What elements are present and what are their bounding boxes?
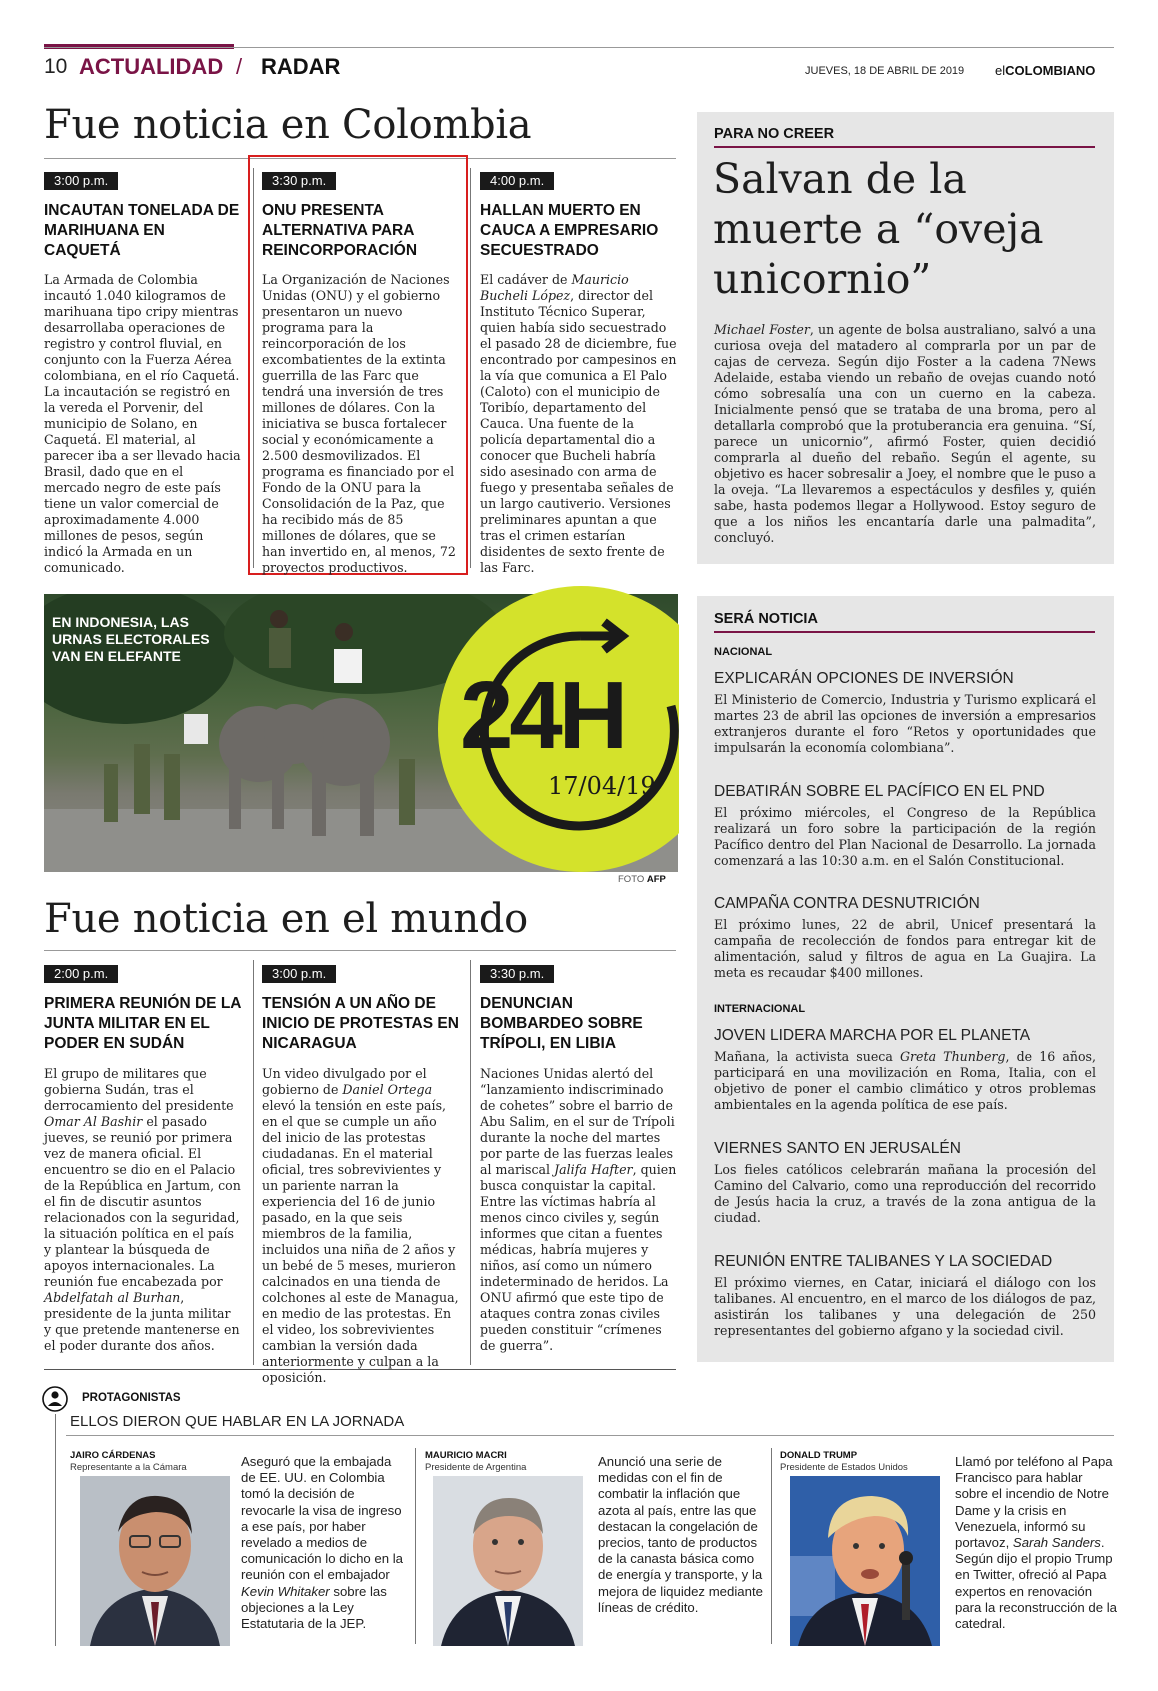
story-body-text: Naciones Unidas alertó del “lanzamiento indiscriminado de cohetes” sobre el barrio de Abu Salim, en el sur de Trípoli durante la noche del martes por parte de las fuerzas leales al mariscal xyxy=(480,1066,675,1177)
person-icon xyxy=(42,1386,68,1412)
protagonistas-subtitle: ELLOS DIERON QUE HABLAR EN LA JORNADA xyxy=(70,1413,405,1430)
header-rule xyxy=(44,47,1114,48)
protagonistas-left-line xyxy=(55,1414,56,1646)
sera-noticia-headline: REUNIÓN ENTRE TALIBANES Y LA SOCIEDAD xyxy=(714,1253,1053,1270)
photo-caption: EN INDONESIA, LAS URNAS ELECTORALES VAN EN ELEFANTE xyxy=(52,614,210,664)
story-time: 2:00 p.m. xyxy=(44,965,118,983)
person-role: Representante a la Cámara xyxy=(70,1462,187,1473)
story-body-name: Daniel Ortega xyxy=(342,1082,433,1097)
photo-credit xyxy=(618,874,666,885)
story-body-text: El cadáver de xyxy=(480,272,572,287)
brand-prefix: el xyxy=(995,63,1006,78)
story-headline: DENUNCIAN BOMBARDEO SOBRE TRÍPOLI, EN LIBIA xyxy=(480,995,643,1052)
story-body: La Organización de Naciones Unidas (ONU) y el gobierno presentaron un nuevo programa para la reincorporación de los excombatientes de la extinta guerrilla de las Farc que tendrá una inversión de tres millones de dólares. Con la iniciativa se busca fortalecer social y económicamente a 2.500 desmovilizados. El programa es financiado por el Fondo de la ONU para la Consolidación de la Paz, que ha recibido más de 85 millones de dólares, que se han invertido en, al menos, 72 proyectos productivos. xyxy=(262,272,456,575)
mundo-col-divider-2 xyxy=(470,960,471,1365)
story-headline: PRIMERA REUNIÓN DE LA JUNTA MILITAR EN EL PODER EN SUDÁN xyxy=(44,995,241,1052)
title-line: unicornio” xyxy=(713,255,932,303)
person-name: MAURICIO MACRI xyxy=(425,1450,507,1461)
sera-noticia-body: El Ministerio de Comercio, Industria y Turismo explicará el martes 23 de abril las opciones de inversión a empresarios extranjeros durante el foro “Retos y oportunidades que impulsarán la economía colombiana”. xyxy=(714,692,1096,755)
story-body xyxy=(480,1066,677,1354)
person-text-name: Sarah Sanders xyxy=(1012,1535,1101,1551)
sera-noticia-headline: CAMPAÑA CONTRA DESNUTRICIÓN xyxy=(714,895,980,912)
internacional-label: INTERNACIONAL xyxy=(714,1003,806,1015)
story-body-text: El grupo de militares que gobierna Sudán, tras el derrocamiento del presidente xyxy=(44,1066,234,1113)
person-name: JAIRO CÁRDENAS xyxy=(70,1450,156,1461)
story-body-text: , quien busca conquistar la capital. Entre las víctimas habría al menos cinco civiles y, según informes que citan a fuentes médicas, habría mujeres y niños, así como un número indeterminado de heridos. La ONU afirmó que este tipo de ataques contra zonas civiles pueden constituir “crímenes de guerra”. xyxy=(480,1162,677,1353)
story-headline: ONU PRESENTA ALTERNATIVA PARA REINCORPORACIÓN xyxy=(262,202,418,259)
story-body-name: Jalifa Hafter xyxy=(554,1162,633,1177)
para-no-creer-text: , un agente de bolsa australiano, salvó a una curiosa oveja del matadero al comprarla por un par de cajas de cerveza. Según dijo Foster a la cadena 7News Adelaide, estaba viendo un rebaño de ovejas cuando notó cómo sobresalía una con un cuerno en la cabeza. Inicialmente pensó que se trataba de una broma, pero al detallarla comprobó que la protuberancia era genuina. “Sí, parece un unicornio”, afirmó Foster, quien decidió comprarla al dueño del rebaño. Según el agente, su objetivo es hacer sobresalir a Joey, el nombre que le puso a la oveja. “La llevaremos a espectáculos y desfiles y, quién sabe, hasta podemos llegar a Hollywood. Estoy seguro de que a los niños les encantaría darle una palmadita”, concluyó. xyxy=(714,322,1096,545)
story-body-name: Mauricio Bucheli López xyxy=(480,272,629,303)
page-number: 10 xyxy=(44,55,68,78)
para-no-creer-kicker: PARA NO CREER xyxy=(714,126,835,142)
protagonistas-divider-2 xyxy=(771,1448,772,1644)
protagonistas-rule xyxy=(66,1435,1114,1436)
protagonistas-divider-1 xyxy=(415,1448,416,1644)
story-time: 3:30 p.m. xyxy=(262,172,336,190)
sera-noticia-body: El próximo viernes, en Catar, iniciará el diálogo con los talibanes. Al encuentro, en el marco de los diálogos de paz, asistirán los talibanes y una delegación de 250 representantes del gobierno afgano y la sociedad civil. xyxy=(714,1275,1096,1338)
story-body-text: elevó la tensión en este país, en el que se cumple un año del inicio de las protestas ciudadanas. En el material oficial, tres sobrevivientes y un pariente narran la experiencia del 16 de junio pasado, en la que seis miembros de la familia, incluidos una niña de 2 años y un bebé de 5 meses, murieron calcinados en una tienda de colchones al este de Managua, en medio de las protestas. En el video, los sobrevivientes cambian la versión dada anteriormente y culpan a la oposición. xyxy=(262,1098,459,1385)
person-text: Anunció una serie de medidas con el fin de combatir la inflación que azota al país, entre las que destacan la congelación de precios, tanto de productos de la canasta básica como de energía y transporte, y la mejora de liquidez mediante líneas de crédito. xyxy=(598,1454,763,1615)
story-body-text: el pasado jueves, se reunió por primera vez de manera oficial. El encuentro se dio en el Palacio de la República en Jartum, con el fin de discutir asuntos relacionados con la seguridad, la situación política en el país y plantear la búsqueda de apoyos internacionales. La reunión fue encabezada por xyxy=(44,1114,241,1289)
brand-logo xyxy=(995,63,1095,78)
sera-noticia-headline: EXPLICARÁN OPCIONES DE INVERSIÓN xyxy=(714,670,1014,687)
section-slash: / xyxy=(236,54,243,79)
story-time: 3:00 p.m. xyxy=(44,172,118,190)
nacional-label: NACIONAL xyxy=(714,646,773,658)
person-text-part: Llamó por teléfono al Papa Francisco para hablar sobre el incendio de Notre Dame y la crisis en Venezuela, informó su portavoz, xyxy=(955,1454,1113,1551)
body-text: Mañana, la activista sueca xyxy=(714,1049,900,1064)
story-time: 3:30 p.m. xyxy=(480,965,554,983)
section-label: ACTUALIDAD xyxy=(79,54,224,79)
sera-noticia-body: Los fieles católicos celebrarán mañana la procesión del Camino del Calvario, como una reproducción del recorrido de Jesús hacia la cruz, a través de la zona antigua de la ciudad. xyxy=(714,1162,1096,1225)
mauricio-macri-portrait xyxy=(433,1476,583,1646)
person-text-part: . Según dijo el propio Trump en Twitter, ofreció al Papa expertos en renovación para la reconstrucción de la catedral. xyxy=(955,1535,1118,1632)
person-role: Presidente de Argentina xyxy=(425,1462,527,1473)
sera-noticia-headline: DEBATIRÁN SOBRE EL PACÍFICO EN EL PND xyxy=(714,783,1045,800)
person-text xyxy=(955,1454,1117,1632)
brand-name: COLOMBIANO xyxy=(1005,63,1096,78)
sera-noticia-body: El próximo lunes, 22 de abril, Unicef presentará la campaña de recolección de fondos para entregar kit de alimentación, salud y filtros de agua en La Guajira. La meta es recaudar $400 millones. xyxy=(714,917,1096,980)
mundo-title-rule xyxy=(44,950,676,951)
story-body-text: Un video divulgado por el gobierno de xyxy=(262,1066,427,1097)
donald-trump-portrait xyxy=(790,1476,940,1646)
story-headline: TENSIÓN A UN AÑO DE INICIO DE PROTESTAS EN NICARAGUA xyxy=(262,995,459,1052)
story-body xyxy=(44,1066,241,1354)
para-no-creer-title xyxy=(713,154,1044,304)
para-no-creer-rule xyxy=(714,146,1095,148)
story-time: 4:00 p.m. xyxy=(480,172,554,190)
story-body xyxy=(262,1066,459,1386)
sera-noticia-headline: JOVEN LIDERA MARCHA POR EL PLANETA xyxy=(714,1027,1031,1044)
story-body xyxy=(480,272,677,576)
person-text-part: Aseguró que la embajada de EE. UU. en Colombia tomó la decisión de revocarle la visa de ingreso a ese país, por haber revelado a medios de comunicación lo dicho en la reunión con el embajador xyxy=(241,1454,404,1583)
story-body-text: , director del Instituto Técnico Superar, quien había sido secuestrado el pasado 28 de diciembre, fue encontrado por campesinos en la vía que comunica a El Palo (Caloto) con el municipio de Toribío, departamento del Cauca. Una fuente de la policía departamental dio a conocer que Bucheli habría sido asesinado con arma de fuego y presentaba señales de un largo cautiverio. Versiones preliminares apuntan a que tras el crimen estarían disidentes de sexto frente de las Farc. xyxy=(480,288,677,575)
story-body-name: Abdelfatah al Burhan xyxy=(44,1290,181,1305)
story-time: 3:00 p.m. xyxy=(262,965,336,983)
subsection-label: RADAR xyxy=(261,54,341,79)
para-no-creer-name: Michael Foster xyxy=(714,322,810,337)
credit-source: AFP xyxy=(646,874,666,885)
para-no-creer-body xyxy=(714,322,1096,546)
colombia-col-divider-2 xyxy=(470,168,471,568)
mundo-col-divider-1 xyxy=(253,960,254,1365)
sera-noticia-kicker: SERÁ NOTICIA xyxy=(714,611,818,627)
body-text: , de 16 años, participará en una movilización en Roma, Italia, con el objetivo de poner el cambio climático y otros problemas ambientales en la agenda política de ese país. xyxy=(714,1049,1096,1112)
story-headline: HALLAN MUERTO EN CAUCA A EMPRESARIO SECUESTRADO xyxy=(480,202,659,259)
mundo-section-title: Fue noticia en el mundo xyxy=(44,896,528,942)
story-body-text: , presidente de la junta militar y que pretende mantenerse en el poder durante dos años. xyxy=(44,1290,240,1353)
title-line: muerte a “oveja xyxy=(713,205,1044,253)
person-text-name: Kevin Whitaker xyxy=(241,1583,330,1599)
person-role: Presidente de Estados Unidos xyxy=(780,1462,908,1473)
person-text xyxy=(241,1454,406,1632)
jairo-cardenas-portrait xyxy=(80,1476,230,1646)
24h-badge-text: 24H xyxy=(460,662,625,769)
sera-noticia-body xyxy=(714,1049,1096,1113)
sera-noticia-headline: VIERNES SANTO EN JERUSALÉN xyxy=(714,1140,961,1157)
credit-label: FOTO xyxy=(618,874,647,885)
story-body: La Armada de Colombia incautó 1.040 kilogramos de marihuana tipo cripy mientras desarrollaba operaciones de registro y control fluvial, en conjunto con la Fuerza Aérea colombiana, en el río Caquetá. La incautación se registró en la vereda el Porvenir, del municipio de Solano, en Caquetá. El material, al parecer iba a ser llevado hacia Brasil, dado que en el mercado negro de este país tiene un valor comercial de aproximadamente 4.000 millones de pesos, según indicó la Armada en un comunicado. xyxy=(44,272,241,575)
story-body-name: Omar Al Bashir xyxy=(44,1114,143,1129)
sera-noticia-body: El próximo miércoles, el Congreso de la República realizará un foro sobre la participación de la región Pacífico dentro del Plan Nacional de Desarrollo. La jornada comenzará a las 10:30 a.m. en el Salón Constitucional. xyxy=(714,805,1096,868)
protagonistas-kicker: PROTAGONISTAS xyxy=(82,1392,181,1404)
24h-badge-date: 17/04/19 xyxy=(548,772,656,800)
colombia-section-title: Fue noticia en Colombia xyxy=(44,102,532,148)
body-name: Greta Thunberg xyxy=(899,1049,1006,1064)
person-text-part: sobre las objeciones a la Ley Estatutaria de la JEP. xyxy=(241,1583,387,1632)
sera-noticia-rule xyxy=(714,631,1095,633)
header-date: JUEVES, 18 DE ABRIL DE 2019 xyxy=(805,65,965,77)
title-line: Salvan de la xyxy=(713,155,967,203)
story-headline: INCAUTAN TONELADA DE MARIHUANA EN CAQUETÁ xyxy=(44,202,240,259)
person-name: DONALD TRUMP xyxy=(780,1450,858,1461)
